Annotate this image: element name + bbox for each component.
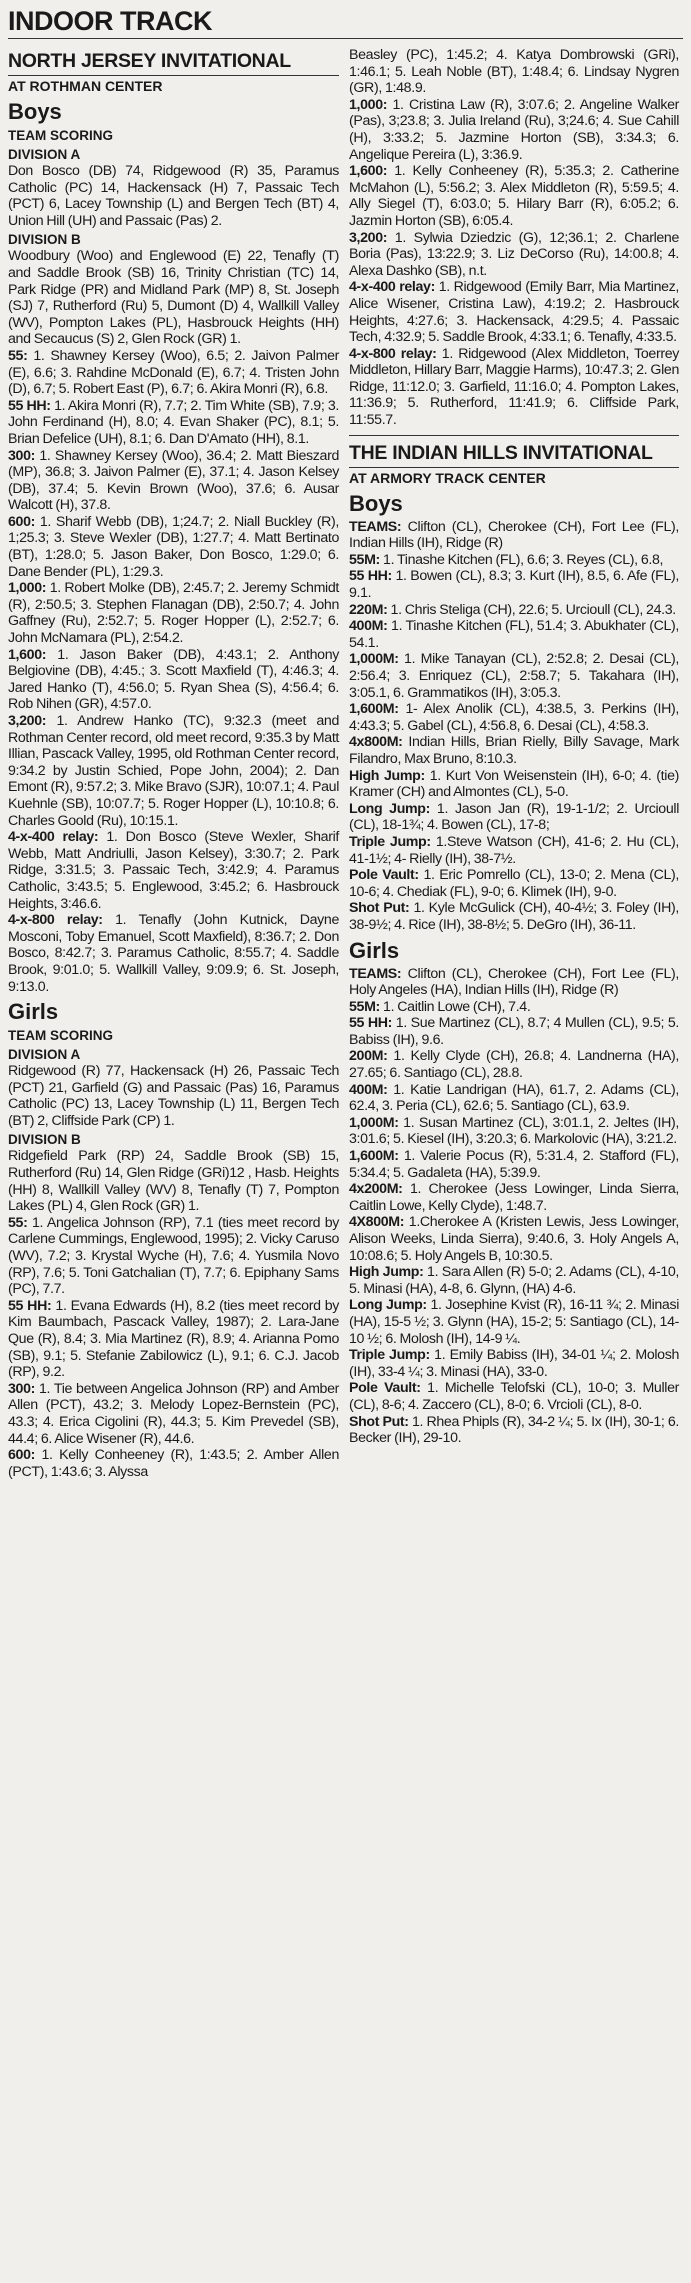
event-label: 55 HH: [349, 568, 392, 585]
event-text: 1. Rhea Phipls (R), 34-2 ¼; 5. Ix (IH), 30-1; 6. Becker (IH), 29-10. [349, 1413, 680, 1447]
event-label: TEAMS: [349, 965, 402, 982]
event-result [8, 829, 339, 912]
division-a-heading: DIVISION A [8, 1047, 81, 1063]
event-text: 1. Kurt Von Weisenstein (IH), 6-0; 4. (tie) Kramer (CH) and Almontes (CL), 5-0. [349, 767, 679, 801]
event-result [8, 1381, 339, 1447]
event-label: 1,000: [349, 96, 388, 113]
girls-heading: Girls [8, 999, 59, 1025]
event-text: 1. Bowen (CL), 8.3; 3. Kurt (IH), 8.5, 6. Afe (FL), 9.1. [349, 568, 679, 602]
event-label: 1,000: [8, 580, 47, 597]
event-label: 4-x-800 relay: [8, 912, 103, 929]
boys-heading: Boys [8, 99, 62, 124]
event-result [349, 163, 679, 229]
continued-result: Beasley (PC), 1:45.2; 4. Katya Dombrowski (GRi), 1:46.1; 5. Leah Noble (BT), 1:48.4; 6. Lindsay Nygren (GR), 1:48.9. [349, 47, 679, 97]
event-result [8, 912, 339, 995]
event-text: 1. Katie Landrigan (HA), 61.7, 2. Adams (CL), 62.4, 3. Peria (CL), 62.6; 5. Santiago (CL), 63.9. [349, 1081, 679, 1115]
event-label: 55M: [349, 998, 380, 1015]
girls-results-list [349, 966, 679, 1447]
event-label: 55 HH: [349, 1015, 393, 1032]
event-result [8, 1215, 339, 1298]
event-result [349, 1015, 679, 1048]
event-result [8, 647, 339, 713]
boys-heading: Boys [349, 490, 403, 516]
event-text: 1. Sylwia Dziedzic (G), 12;36.1; 2. Charlene Boria (Pas), 13:22.9; 3. Liz DeCorso (Ru), 14:00.8; 4. Alexa Dashko (SB), n.t. [349, 229, 679, 279]
event-text: 1. Ridgewood (Alex Middleton, Toerrey Middleton, Hillary Barr, Maggie Harms), 10:47.3; 2. Glen Ridge, 11:12.0; 3. Garfield, 11:16.0; 4. Pompton Lakes, 11:36.9; 5. Rutherford, 11:41.9; 6. Cliffside Park, 11:55.7. [349, 345, 679, 429]
event-result [349, 519, 679, 552]
event-result [349, 1048, 679, 1081]
event-label: 1,600: [8, 646, 47, 663]
event-label: Pole Vault: [349, 1380, 421, 1397]
event-result [349, 97, 679, 163]
event-label: 600: [8, 513, 35, 530]
event-result [349, 1181, 679, 1214]
event-label: 400M: [349, 618, 388, 635]
event-label: 4-x-800 relay: [349, 345, 437, 362]
event-result [349, 966, 679, 999]
event-result [349, 768, 679, 801]
team-scoring-heading: TEAM SCORING [8, 1028, 114, 1044]
boys-results-list [349, 519, 679, 934]
division-b-heading: DIVISION B [8, 1132, 81, 1148]
event-text: 1. Susan Martinez (CL), 3:01.1, 2. Jeltes (IH), 3:01.6; 5. Kiesel (IH), 3:20.3; 6. Markolovic (HA), 3:21.2. [349, 1114, 679, 1148]
event-label: 1,600: [349, 163, 388, 180]
girls-results-list-continued [349, 97, 679, 429]
event-label: 4-x-400 relay: [349, 279, 435, 296]
event-label: 300: [8, 1380, 35, 1397]
event-text: 1. Eric Pomrello (CL), 13-0; 2. Mena (CL), 10-6; 4. Chediak (FL), 9-0; 6. Klimek (IH), 9-0. [349, 867, 679, 900]
division-b-heading: DIVISION B [8, 232, 81, 248]
girls-results-list [8, 1215, 339, 1481]
event-label: 55M: [349, 551, 380, 568]
event-label: 55: [8, 347, 28, 364]
event-text: 1. Sue Martinez (CL), 8.7; 4 Mullen (CL), 9.5; 5. Babiss (IH), 9.6. [349, 1015, 680, 1048]
event-label: 55 HH: [8, 1297, 52, 1314]
event-label: 200M: [349, 1048, 388, 1065]
event-result [349, 734, 679, 767]
event-label: TEAMS: [349, 518, 402, 535]
team-scoring-heading: TEAM SCORING [8, 128, 114, 143]
event-text: 1. Michelle Telofski (CL), 10-0; 3. Muller (CL), 8-6; 4. Zaccero (CL), 8-0; 6. Vrcioli (CL), 8-0. [349, 1380, 679, 1413]
event-label: High Jump: [349, 1264, 424, 1281]
event-result [349, 1214, 679, 1264]
event-text: 1. Tenafly (John Kutnick, Dayne Mosconi, Toby Emanuel, Scott Maxfield), 8:36.7; 2. Don Bosco, 8:42.7; 3. Paramus Catholic, 8:55.7; 4. Saddle Brook, 9:01.0; 5. Wallkill Valley, 9:09.9; 6. St. Joseph, 9:13.0. [8, 912, 339, 995]
event-label: Shot Put: [349, 1413, 409, 1430]
left-column [8, 47, 339, 1480]
event-result [349, 1380, 679, 1413]
columns [8, 47, 683, 1480]
event-text: 1. Mike Tanayan (CL), 2:52.8; 2. Desai (CL), 2:56.4; 3. Enriquez (CL), 2:58.7; 5. Takahara (IH), 3:05.1, 6. Grammatikos (IH), 3:05.3. [349, 651, 679, 701]
event-label: 1,600M: [349, 1148, 399, 1165]
event-text: 1. Shawney Kersey (Woo), 6.5; 2. Jaivon Palmer (E), 6.6; 3. Rahdine McDonald (E), 6.7; 4. Tristen John (D), 6.7; 5. Robert East (P), 6.7; 6. Akira Monri (R), 6.8. [8, 347, 339, 398]
event-label: High Jump: [349, 767, 425, 784]
event-text: 1. Sharif Webb (DB), 1;24.7; 2. Niall Buckley (R), 1;25.3; 3. Steve Wexler (DB), 1:27.7; 4. Matt Bertinato (BT), 1:28.0; 5. Jason Baker, Don Bosco, 1:29.0; 6. Dane Bender (PL), 1:29.3. [8, 513, 339, 580]
event-text: 1. Robert Molke (DB), 2:45.7; 2. Jeremy Schmidt (R), 2:50.5; 3. Stephen Flanagan (DB), 2:50.7; 4. John Gaffney (Ru), 2:52.7; 5. Roger Hopper (L), 2:52.7; 6. John McNamara (PL), 2:54.2. [8, 580, 339, 647]
event-label: 1,000M: [349, 651, 399, 668]
event-text: 1. Don Bosco (Steve Wexler, Sharif Webb, Matt Andriulli, Jason Kelsey), 3:30.7; 2. Park Ridge, 3:31.5; 3. Passaic Tech, 3:42.9; 4. Paramus Catholic, 3:43.5; 5. Englewood, 3:45.2; 6. Hasbrouck Heights, 3:46.6. [8, 829, 339, 912]
event-text: 1. Evana Edwards (H), 8.2 (ties meet record by Kim Baumbach, Pascack Valley, 1987); 2. Lara-Jane Que (R), 8.4; 3. Mia Martinez (R), 8.9; 4. Arianna Pomo (SB), 9.1; 5. Stefanie Zabilowicz (L), 9.1; 6. C.J. Jacob (RP), 9.2. [8, 1297, 340, 1381]
event-result [8, 580, 339, 646]
event-text: 1. Cristina Law (R), 3:07.6; 2. Angeline Walker (Pas), 3;23.8; 3. Julia Ireland (Ru), 3;24.6; 4. Sue Cahill (H), 3:33.2; 5. Jazmine Horton (SB), 3:34.3; 6. Angelique Pereira (L), 3:36.9. [349, 96, 679, 163]
event-label: 4x800M: [349, 734, 403, 751]
event-text: 1- Alex Anolik (CL), 4:38.5, 3. Perkins (IH), 4:43.3; 5. Gabel (CL), 4:56.8, 6. Desai (CL), 4:58.3. [349, 701, 679, 734]
event-label: 220M: [349, 601, 388, 618]
event-result [349, 602, 679, 619]
event-text: 1. Ridgewood (Emily Barr, Mia Martinez, Alice Wisener, Cristina Law), 4:19.2; 2. Hasbrouck Heights, 4:27.6; 3. Hackensack, 4:29.5; 4. Passaic Tech, 4:32.9; 5. Saddle Brook, 4:33.1; 6. Tenafly, 4:33.5. [349, 279, 679, 346]
venue-line: AT ROTHMAN CENTER [8, 75, 339, 95]
venue-line: AT ARMORY TRACK CENTER [349, 467, 679, 487]
event-result [349, 1297, 679, 1347]
event-text: 1. Kelly Conheeney (R), 5:35.3; 2. Catherine McMahon (L), 5:56.2; 3. Alex Middleton (R), 5:59.5; 4. Ally Siegel (T), 6:03.0; 5. Hilary Barr (R), 6:05.2; 6. Jazmin Horton (SB), 6:05.4. [349, 163, 679, 229]
event-result [8, 398, 339, 448]
event-label: 1,000M: [349, 1114, 399, 1131]
event-result [8, 514, 339, 580]
event-result [8, 348, 339, 398]
event-result [349, 651, 679, 701]
event-text: 1.Steve Watson (CH), 41-6; 2. Hu (CL), 41-1½; 4- Rielly (IH), 38-7½. [349, 833, 679, 867]
event-text: 1.Cherokee A (Kristen Lewis, Jess Lowinger, Alison Weeks, Linda Sierra), 9:40.6, 3. Holy Angels A, 10:08.6; 5. Holy Angels B, 10:30.5. [349, 1214, 679, 1264]
event-text: 1. Kelly Clyde (CH), 26.8; 4. Landnerna (HA), 27.65; 6. Santiago (CL), 28.8. [349, 1048, 679, 1082]
girls-division-a-scores: Ridgewood (R) 77, Hackensack (H) 26, Passaic Tech (PCT) 21, Garfield (G) and Passaic (Pas) 16, Paramus Catholic (PC) 13, Lacey Township (L) 11, Bergen Tech (BT) 2, Cliffside Park (CP) 1. [8, 1063, 339, 1129]
event-text: 1. Tinashe Kitchen (FL), 51.4; 3. Abukhater (CL), 54.1. [349, 618, 679, 651]
event-label: 300: [8, 447, 35, 464]
boys-division-b-scores: Woodbury (Woo) and Englewood (E) 22, Tenafly (T) and Saddle Brook (SB) 16, Trinity Christian (TC) 14, Park Ridge (PR) and Midland Park (MP) 8, St. Joseph (SJ) 7, Rutherford (Ru) 5, Dumont (D) 4, Wallkill Valley (WV), Pompton Lakes (PL), Hasbrouck Heights (HH) and Secaucus (S) 2, Glen Rock (GR) 1. [8, 248, 339, 348]
event-result [349, 701, 679, 734]
event-label: 3,200: [8, 713, 47, 729]
event-text: 1. Valerie Pocus (R), 5:31.4, 2. Stafford (FL), 5:34.4; 5. Gadaleta (HA), 5:39.9. [349, 1148, 679, 1181]
event-label: 4X800M: [349, 1214, 405, 1231]
event-result [349, 1115, 679, 1148]
boys-results-list [8, 348, 339, 995]
event-result [8, 448, 339, 514]
event-result [349, 801, 679, 834]
event-text: 1. Andrew Hanko (TC), 9:32.3 (meet and Rothman Center record, old meet record, 9:35.3 by Matt Illian, Pascack Valley, 1995, old Rothman Center record, 9:34.2 by Justin Schied, Pope John, 2004); 2. Dan Emont (R), 9:57.2; 3. Mike Bravo (SJR), 10:07.1; 4. Paul Kuehnle (SB), 10:07.7; 5. Roger Hopper (L), 10:10.8; 6. Charles Goold (Ru), 10:15.1. [8, 713, 339, 829]
event-result [349, 1082, 679, 1115]
event-text: 1. Chris Steliga (CH), 22.6; 5. Urcioull (CL), 24.3. [387, 601, 676, 618]
event-text: 1. Jason Baker (DB), 4:43.1; 2. Anthony Belgiovine (DB), 4:45.; 3. Scott Maxfield (T), 4:46.3; 4. Jared Hanko (T), 4:56.0; 5. Ryan Shea (S), 4:56.4; 6. Rob Nihen (GR), 4:57.0. [8, 646, 339, 713]
girls-division-b-scores: Ridgefield Park (RP) 24, Saddle Brook (SB) 15, Rutherford (Ru) 14, Glen Ridge (GRi)12 , Hasb. Heights (HH) 8, Wallkill Valley (WV) 8, Tenafly (T) 7, Pompton Lakes (PL) 4, Glen Rock (GR) 1. [8, 1148, 339, 1215]
section-banner: INDOOR TRACK [8, 6, 683, 39]
event-result [349, 900, 679, 933]
division-a-heading: DIVISION A [8, 147, 81, 162]
boys-division-a-scores: Don Bosco (DB) 74, Ridgewood (R) 35, Paramus Catholic (PC) 14, Hackensack (H) 7, Passaic Tech (PCT) 6, Lacey Township (L) and Bergen Tech (BT) 4, Union Hill (UH) and Passaic (Pas) 2. [8, 163, 339, 229]
event-result [349, 1414, 679, 1447]
right-column [349, 47, 679, 1480]
event-result [8, 1447, 339, 1480]
event-text: 1. Cherokee (Jess Lowinger, Linda Sierra, Caitlin Lowe, Kelly Clyde), 1:48.7. [349, 1181, 679, 1214]
event-label: Long Jump: [349, 800, 430, 817]
event-text: Indian Hills, Brian Rielly, Billy Savage, Mark Filandro, Max Bruno, 8:10.3. [349, 734, 679, 767]
event-text: 1. Josephine Kvist (R), 16-11 ¾; 2. Minasi (HA), 15-5 ½; 3. Glynn (HA), 15-2; 5: Santiago (CL), 14-10 ½; 6. Molosh (IH), 14-9 ¼. [349, 1297, 679, 1347]
event-text: 1. Caitlin Lowe (CH), 7.4. [379, 998, 531, 1015]
event-label: 1,600M: [349, 701, 399, 718]
event-result [349, 867, 679, 900]
event-text: 1. Kyle McGulick (CH), 40-4½; 3. Foley (IH), 38-9½; 4. Rice (IH), 38-8½; 5. DeGro (IH), 36-11. [349, 900, 680, 933]
event-text: 1. Tie between Angelica Johnson (RP) and Amber Allen (PCT), 43.2; 3. Melody Lopez-Bernstein (PC), 43.3; 4. Erica Cigolini (R), 44.3; 5. Kim Prevedel (SB), 44.4; 6. Alice Wisener (R), 44.6. [8, 1380, 339, 1447]
event-result [349, 552, 679, 569]
event-label: 4-x-400 relay: [8, 829, 99, 846]
event-result [349, 230, 679, 280]
event-label: Long Jump: [349, 1297, 427, 1314]
event-text: 1. Shawney Kersey (Woo), 36.4; 2. Matt Bieszard (MP), 36.8; 3. Jaivon Palmer (E), 37.1; 4. Jason Kelsey (DB), 37.4; 5. Kevin Brown (Woo), 37.6; 6. Ausar Walcott (H), 37.8. [8, 447, 339, 514]
event-label: 4x200M: [349, 1181, 403, 1198]
event-result [349, 1347, 679, 1380]
event-result [8, 1298, 339, 1381]
event-text: 1. Akira Monri (R), 7.7; 2. Tim White (SB), 7.9; 3. John Ferdinand (H), 8.0; 4. Evan Shaker (PC), 8.1; 5. Brian Defelice (UH), 8.1; 6. Dan D'Amato (HH), 8.1. [8, 397, 339, 447]
event-label: Pole Vault: [349, 867, 419, 884]
event-text: Clifton (CL), Cherokee (CH), Fort Lee (FL), Indian Hills (IH), Ridge (R) [349, 518, 679, 552]
event-result [8, 713, 339, 829]
event-text: 1. Kelly Conheeney (R), 1:43.5; 2. Amber Allen (PCT), 1:43.6; 3. Alyssa [8, 1447, 339, 1480]
event-label: 55: [8, 1214, 28, 1231]
event-label: 55 HH: [8, 397, 51, 414]
event-result [349, 568, 679, 601]
event-result [349, 834, 679, 867]
event-title: NORTH JERSEY INVITATIONAL [8, 50, 291, 72]
event-title: THE INDIAN HILLS INVITATIONAL [349, 441, 653, 464]
event-text: 1. Angelica Johnson (RP), 7.1 (ties meet record by Carlene Cummings, Englewood, 1995); 2. Vicky Caruso (WV), 7.2; 3. Krystal Wyche (H), 7.6; 4. Yusmila Novo (RP), 7.6; 5. Toni Gatchalian (T), 7.7; 6. Epiphany Sams (PC), 7.7. [8, 1214, 339, 1298]
event-label: Shot Put: [349, 900, 410, 917]
girls-heading: Girls [349, 937, 400, 963]
event-result [349, 346, 679, 429]
event-text: 1. Jason Jan (R), 19-1-1/2; 2. Urcioull (CL), 18-1¾; 4. Bowen (CL), 17-8; [349, 800, 679, 834]
event-label: 3,200: [349, 229, 388, 246]
event-label: 600: [8, 1447, 35, 1464]
event-label: Triple Jump: [349, 1347, 430, 1364]
event-text: 1. Tinashe Kitchen (FL), 6.6; 3. Reyes (CL), 6.8, [379, 551, 664, 568]
event-result [349, 999, 679, 1016]
event-result [349, 618, 679, 651]
event-text: 1. Emily Babiss (IH), 34-01 ¼; 2. Molosh (IH), 33-4 ¼; 3. Minasi (HA), 33-0. [349, 1347, 679, 1380]
event-label: 400M: [349, 1081, 388, 1098]
event-result [349, 1264, 679, 1297]
second-event-block [349, 435, 679, 1447]
event-result [349, 1148, 679, 1181]
event-result [349, 279, 679, 345]
event-text: Clifton (CL), Cherokee (CH), Fort Lee (FL), Holy Angeles (HA), Indian Hills (IH), Ridge (R) [349, 965, 679, 999]
event-label: Triple Jump: [349, 833, 431, 850]
event-text: 1. Sara Allen (R) 5-0; 2. Adams (CL), 4-10, 5. Minasi (HA), 4-8, 6. Glynn, (HA) 4-6. [349, 1264, 680, 1297]
